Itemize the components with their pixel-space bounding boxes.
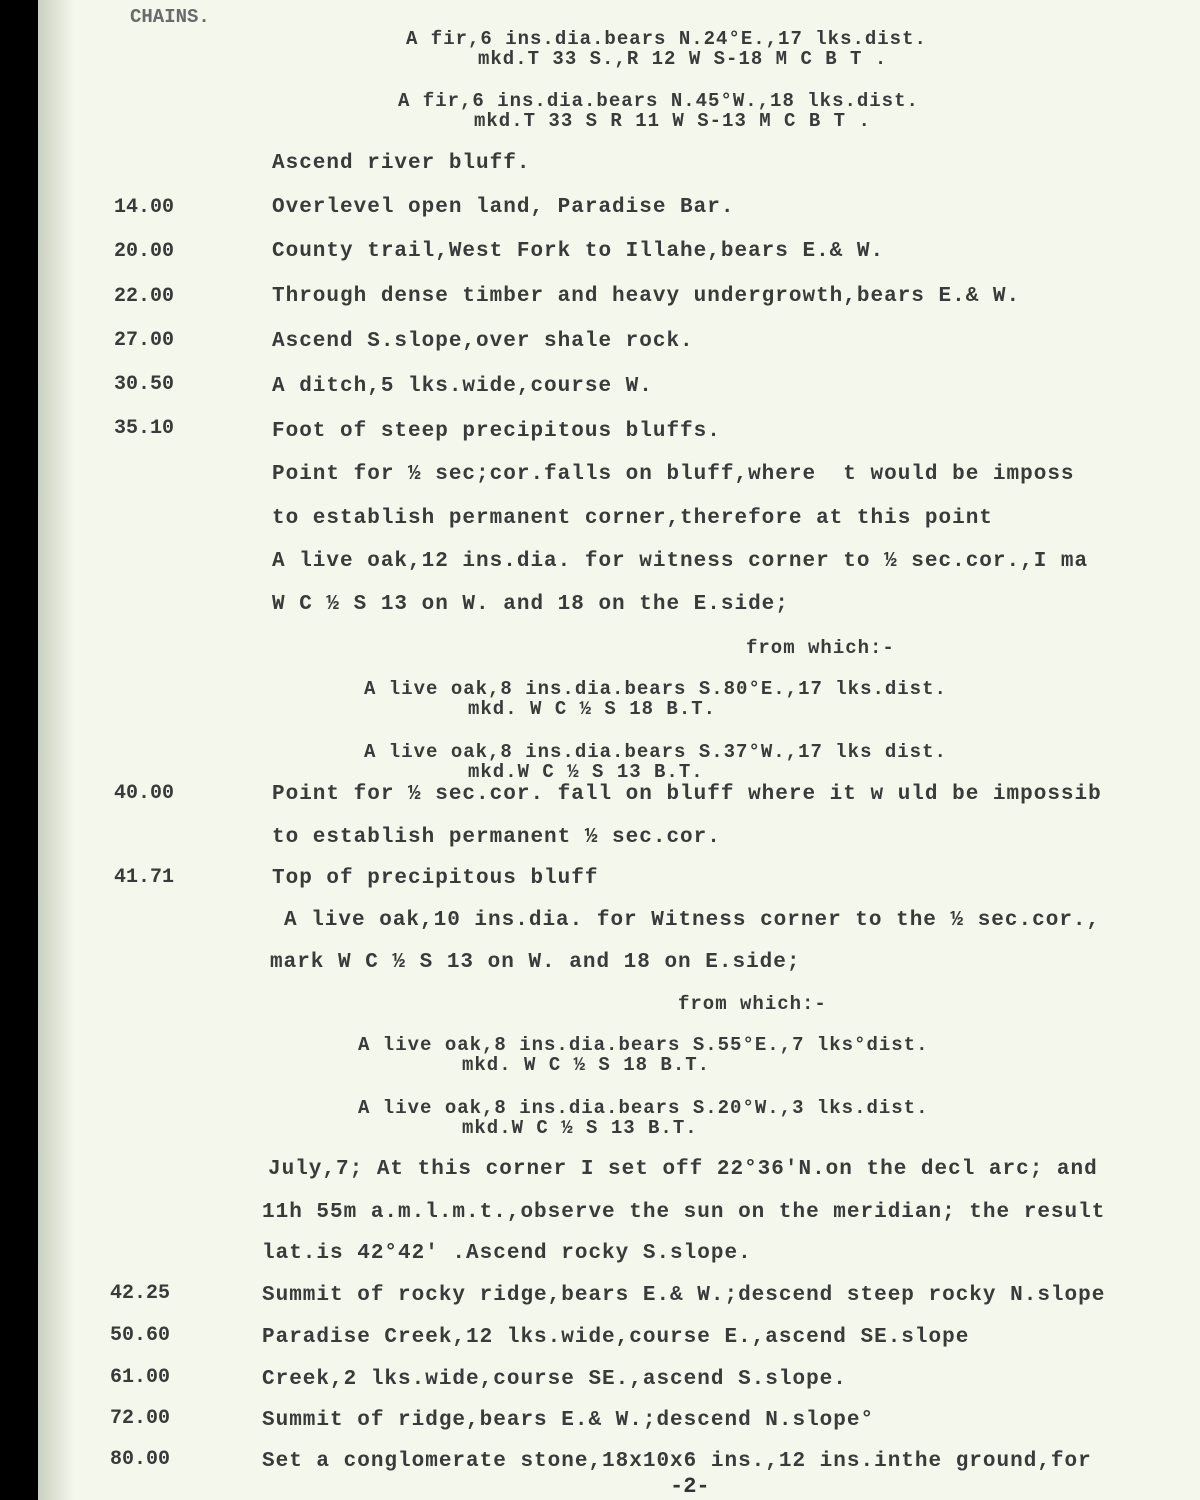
- text-line: A live oak,12 ins.dia. for witness corner to ½ sec.cor.,I ma: [272, 550, 1089, 573]
- text-line: Foot of steep precipitous bluffs.: [272, 420, 721, 443]
- text-line: Creek,2 lks.wide,course SE.,ascend S.slope.: [262, 1368, 847, 1391]
- text-line: mkd.W C ½ S 13 B.T.: [462, 1117, 698, 1139]
- document-page: [38, 0, 1200, 1500]
- chain-value: 35.10: [114, 417, 175, 440]
- text-line: A live oak,8 ins.dia.bears S.20°W.,3 lks.dist.: [358, 1097, 929, 1119]
- text-line: Ascend S.slope,over shale rock.: [272, 330, 694, 353]
- chain-value: 72.00: [110, 1407, 171, 1430]
- text-line: to establish permanent ½ sec.cor.: [272, 826, 721, 849]
- text-line: County trail,West Fork to Illahe,bears E.& W.: [272, 240, 885, 263]
- text-line: mkd.W C ½ S 13 B.T.: [468, 761, 704, 783]
- text-line: mark W C ½ S 13 on W. and 18 on E.side;: [270, 951, 801, 974]
- chain-value: 80.00: [110, 1448, 171, 1471]
- text-line: A live oak,8 ins.dia.bears S.37°W.,17 lks dist.: [364, 741, 947, 763]
- text-line: A live oak,8 ins.dia.bears S.80°E.,17 lks.dist.: [364, 678, 947, 700]
- text-line: mkd.T 33 S.,R 12 W S-18 M C B T .: [478, 48, 888, 70]
- page-number: -2-: [670, 1474, 710, 1499]
- page-edge-shadow: [38, 0, 74, 1500]
- chain-value: 30.50: [114, 373, 175, 396]
- chain-value: 40.00: [114, 782, 175, 805]
- text-line: mkd. W C ½ S 18 B.T.: [462, 1054, 711, 1076]
- text-line: A fir,6 ins.dia.bears N.45°W.,18 lks.dist.: [398, 90, 919, 112]
- chain-value: 27.00: [114, 329, 175, 352]
- text-line: mkd. W C ½ S 18 B.T.: [468, 698, 717, 720]
- chain-value: 50.60: [110, 1324, 171, 1347]
- text-line: Paradise Creek,12 lks.wide,course E.,ascend SE.slope: [262, 1326, 970, 1349]
- text-line: Set a conglomerate stone,18x10x6 ins.,12 ins.inthe ground,for: [262, 1450, 1092, 1473]
- text-line: Point for ½ sec;cor.falls on bluff,where t would be imposs: [272, 463, 1075, 486]
- text-line: A ditch,5 lks.wide,course W.: [272, 375, 653, 398]
- chains-column-header: CHAINS.: [130, 6, 210, 28]
- text-line: to establish permanent corner,therefore at this point: [272, 507, 993, 530]
- chain-value: 41.71: [114, 866, 175, 889]
- chain-value: 20.00: [114, 240, 175, 263]
- text-line: from which:-: [678, 993, 827, 1015]
- text-line: Overlevel open land, Paradise Bar.: [272, 196, 735, 219]
- text-line: Ascend river bluff.: [272, 152, 531, 175]
- chain-value: 42.25: [110, 1282, 171, 1305]
- text-line: W C ½ S 13 on W. and 18 on the E.side;: [272, 593, 789, 616]
- chain-value: 22.00: [114, 285, 175, 308]
- text-line: lat.is 42°42' .Ascend rocky S.slope.: [262, 1242, 752, 1265]
- chain-value: 14.00: [114, 196, 175, 219]
- text-line: Summit of rocky ridge,bears E.& W.;descend steep rocky N.slope: [262, 1284, 1106, 1307]
- text-line: Summit of ridge,bears E.& W.;descend N.slope°: [262, 1409, 875, 1432]
- text-line: Through dense timber and heavy undergrowth,bears E.& W.: [272, 285, 1021, 308]
- chain-value: 61.00: [110, 1366, 171, 1389]
- text-line: A fir,6 ins.dia.bears N.24°E.,17 lks.dist.: [406, 28, 927, 50]
- text-line: A live oak,8 ins.dia.bears S.55°E.,7 lks°dist.: [358, 1034, 929, 1056]
- text-line: from which:-: [746, 637, 895, 659]
- text-line: A live oak,10 ins.dia. for Witness corner to the ½ sec.cor.,: [284, 909, 1101, 932]
- text-line: 11h 55m a.m.l.m.t.,observe the sun on the meridian; the result: [262, 1201, 1106, 1224]
- text-line: mkd.T 33 S R 11 W S-13 M C B T .: [474, 110, 871, 132]
- text-line: July,7; At this corner I set off 22°36'N.on the decl arc; and: [268, 1158, 1098, 1181]
- text-line: Point for ½ sec.cor. fall on bluff where it w uld be impossib: [272, 783, 1102, 806]
- text-line: Top of precipitous bluff: [272, 867, 599, 890]
